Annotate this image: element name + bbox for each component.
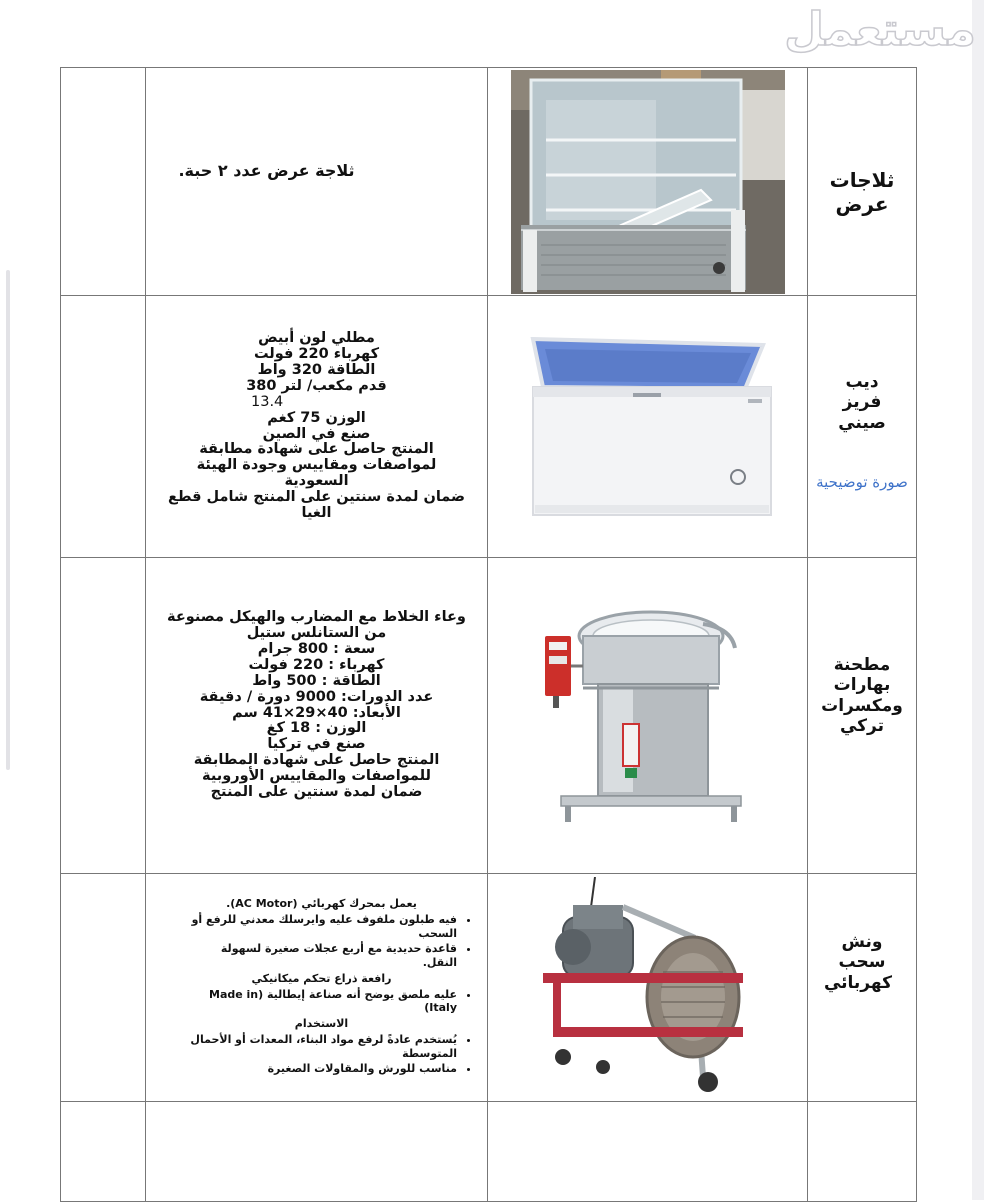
description-cell [146,874,488,1102]
product-description: ثلاجة عرض عدد ٢ حبة. [178,160,355,180]
name-cell [808,296,917,558]
empty-cell [61,1102,146,1202]
description-cell [146,558,488,874]
image-cell [488,68,808,296]
name-cell [808,874,917,1102]
empty-cell [808,1102,917,1202]
product-description: وعاء الخلاط مع المضارب والهيكل مصنوعة من الستانلس ستيل سعة : 800 جرام كهرباء : 220 فولت الطاقة : 500 واط عدد الدورات: 9000 دورة / دقيقة الأبعاد: 40×29×41 سم الوزن : 18 كغ صنع في تركيا المنتج حاصل على شهادة المطابقة للمواصفات والمقاييس الأوروبية ضمان لمدة سنتين على المنتج [167,608,466,801]
empty-cell [61,296,146,558]
table-row [61,874,917,1102]
table-row [61,68,917,296]
illustrative-image-note: صورة توضيحية [816,473,908,492]
chest-freezer-image [523,337,773,517]
product-name: مطحنة بهارات ومكسرات تركي [821,654,903,736]
table-row [61,296,917,558]
empty-cell [61,874,146,1102]
description-cell [146,296,488,558]
electric-winch-image [543,877,753,1099]
product-name: ديب فريز صيني [838,371,886,433]
image-cell [488,558,808,874]
empty-cell [146,1102,488,1202]
product-name: ثلاجات عرض [829,167,895,216]
name-cell [808,68,917,296]
empty-cell [61,558,146,874]
empty-cell [488,1102,808,1202]
watermark-logo: مستعمل [784,2,976,56]
table-row [61,558,917,874]
product-features-list: يعمل بمحرك كهربائي (AC Motor). • فيه طبلون ملفوف عليه وايرسلك معدني للرفع أو السحب • قاعدة حديدية مع أربع عجلات صغيرة لسهولة النقل. رافعة ذراع تحكم ميكانيكي • عليه ملصق يوضح أنه صناعة إيطالية (Made in Italy) الاستخدام • يُستخدم عادةً لرفع مواد البناء، المعدات أو الأحمال المتوسطة • مناسب للورش والمقاولات الصغيرة [146,897,487,1076]
page-edge-strip [972,0,984,1200]
name-cell [808,558,917,874]
image-cell [488,296,808,558]
image-cell [488,874,808,1102]
empty-cell [61,68,146,296]
display-fridge-image [511,70,785,294]
spice-grinder-image [543,606,753,826]
products-table [60,67,917,1202]
description-cell [146,68,488,296]
product-name: ونش سحب كهربائي [823,931,892,993]
product-description: مطلي لون أبيض كهرباء 220 فولت الطاقة 320 واط قدم مكعب/ لتر 380 13.4 الوزن 75 كغم صنع في الصين المنتج حاصل على شهادة مطابقة لمواصفات ومقاييس وجودة الهيئة السعودية ضمان لمدة سنتين على المنتج شامل قطع الغيا [167,329,466,522]
table-row [61,1102,917,1202]
scrollbar-thumb[interactable] [6,270,10,770]
